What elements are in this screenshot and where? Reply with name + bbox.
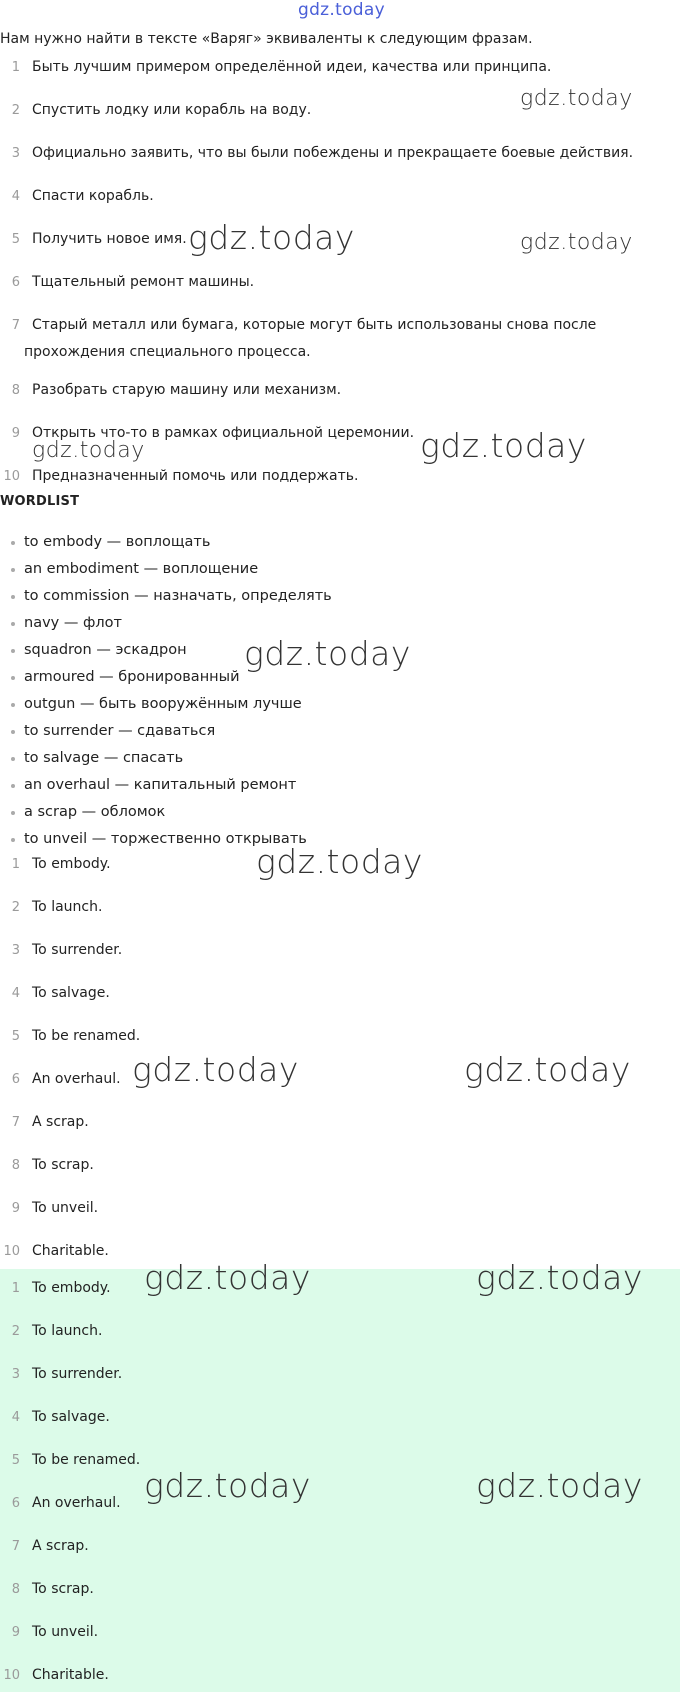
watermark: gdz.today (32, 438, 145, 463)
list-item (0, 312, 680, 377)
wordlist-item: armoured — бронированный (0, 664, 332, 691)
item-number: 10 (3, 469, 20, 484)
watermark: gdz.today (476, 1258, 643, 1297)
answer-text: A scrap. (32, 1114, 89, 1130)
wordlist-item: an overhaul — капитальный ремонт (0, 772, 332, 799)
list-item (0, 420, 680, 463)
item-text: Официально заявить, что вы были побеждены и прекращаете боевые действия. (32, 145, 634, 161)
item-number: 1 (11, 857, 20, 872)
watermark: gdz.today (244, 634, 411, 673)
list-item (0, 183, 680, 226)
watermark: gdz.today (144, 1258, 311, 1297)
item-text: Открыть что-то в рамках официальной церемонии. (32, 425, 415, 441)
item-number: 4 (11, 1410, 20, 1425)
item-number: 4 (11, 189, 20, 204)
item-text-line1: Старый металл или бумага, которые могут быть использованы снова после (32, 317, 597, 333)
item-text: Получить новое имя. (32, 231, 187, 247)
answer-item (0, 1490, 680, 1533)
answer-text: To scrap. (32, 1581, 94, 1597)
item-number: 3 (11, 943, 20, 958)
item-number: 7 (11, 1115, 20, 1130)
list-item (0, 226, 680, 269)
item-number: 9 (11, 426, 20, 441)
item-text: Спустить лодку или корабль на воду. (32, 102, 312, 118)
item-text: Тщательный ремонт машины. (32, 274, 255, 290)
answer-item (0, 1404, 680, 1447)
wordlist-item: squadron — эскадрон (0, 637, 332, 664)
wordlist-item: to surrender — сдаваться (0, 718, 332, 745)
answer-item (0, 937, 680, 980)
item-number: 6 (11, 275, 20, 290)
list-item (0, 269, 680, 312)
item-number: 10 (3, 1244, 20, 1259)
intro-text: Нам нужно найти в тексте «Варяг» эквиваленты к следующим фразам. (0, 31, 533, 47)
item-number: 2 (11, 900, 20, 915)
answer-text: Charitable. (32, 1243, 109, 1259)
answer-item (0, 1318, 680, 1361)
watermark: gdz.today (188, 218, 355, 257)
item-number: 3 (11, 1367, 20, 1382)
item-number: 5 (11, 1453, 20, 1468)
wordlist (0, 529, 332, 853)
item-number: 9 (11, 1201, 20, 1216)
wordlist-item: outgun — быть вооружённым лучше (0, 691, 332, 718)
item-number: 6 (11, 1072, 20, 1087)
item-number: 9 (11, 1625, 20, 1640)
watermark: gdz.today (420, 426, 587, 465)
item-number: 2 (11, 103, 20, 118)
watermark: gdz.today (520, 86, 633, 111)
wordlist-item: an embodiment — воплощение (0, 556, 332, 583)
answer-text: An overhaul. (32, 1071, 121, 1087)
watermark: gdz.today (132, 1050, 299, 1089)
answer-item (0, 1023, 680, 1066)
item-text: Быть лучшим примером определённой идеи, качества или принципа. (32, 59, 552, 75)
list-item (0, 377, 680, 420)
answer-text: To scrap. (32, 1157, 94, 1173)
answer-item (0, 1533, 680, 1576)
item-text: Разобрать старую машину или механизм. (32, 382, 342, 398)
watermark: gdz.today (464, 1050, 631, 1089)
answer-text: To salvage. (32, 1409, 110, 1425)
item-number: 2 (11, 1324, 20, 1339)
answer-text: To unveil. (32, 1624, 99, 1640)
watermark: gdz.today (144, 1466, 311, 1505)
answer-text: To launch. (32, 899, 103, 915)
item-number: 4 (11, 986, 20, 1001)
answer-text: A scrap. (32, 1538, 89, 1554)
list-item (0, 54, 680, 97)
answer-text: An overhaul. (32, 1495, 121, 1511)
wordlist-item: a scrap — обломок (0, 799, 332, 826)
answers-list (0, 851, 680, 1281)
item-text-line2: прохождения специального процесса. (24, 344, 311, 360)
answer-text: To embody. (32, 1280, 111, 1296)
wordlist-item: to embody — воплощать (0, 529, 332, 556)
site-logo[interactable]: gdz.today (298, 0, 385, 20)
answer-item (0, 1447, 680, 1490)
list-item (0, 463, 680, 506)
answer-item (0, 1066, 680, 1109)
item-number: 3 (11, 146, 20, 161)
answer-text: To embody. (32, 856, 111, 872)
wordlist-item: to salvage — спасать (0, 745, 332, 772)
answer-item (0, 894, 680, 937)
answer-item (0, 1275, 680, 1318)
item-number: 8 (11, 383, 20, 398)
item-number: 5 (11, 1029, 20, 1044)
item-number: 8 (11, 1158, 20, 1173)
list-item (0, 97, 680, 140)
answer-text: To surrender. (32, 1366, 123, 1382)
answer-item (0, 1152, 680, 1195)
answer-item (0, 1576, 680, 1619)
answer-text: To be renamed. (32, 1028, 141, 1044)
item-number: 7 (11, 1539, 20, 1554)
highlighted-answers-list (0, 1275, 680, 1705)
item-text (24, 312, 652, 366)
item-number: 8 (11, 1582, 20, 1597)
answer-text: To unveil. (32, 1200, 99, 1216)
item-number: 5 (11, 232, 20, 247)
watermark: gdz.today (520, 230, 633, 255)
item-number: 6 (11, 1496, 20, 1511)
answer-text: To be renamed. (32, 1452, 141, 1468)
answer-text: Charitable. (32, 1667, 109, 1683)
answer-item (0, 1109, 680, 1152)
answer-item (0, 1195, 680, 1238)
wordlist-item: navy — флот (0, 610, 332, 637)
answer-item (0, 980, 680, 1023)
answer-item (0, 851, 680, 894)
watermark: gdz.today (476, 1466, 643, 1505)
item-number: 10 (3, 1668, 20, 1683)
answer-text: To launch. (32, 1323, 103, 1339)
wordlist-item: to commission — назначать, определять (0, 583, 332, 610)
wordlist-heading: WORDLIST (0, 494, 80, 509)
item-number: 1 (11, 1281, 20, 1296)
item-number: 7 (11, 318, 20, 333)
watermark: gdz.today (256, 842, 423, 881)
answer-text: To salvage. (32, 985, 110, 1001)
answer-item (0, 1662, 680, 1705)
answer-item (0, 1619, 680, 1662)
wordlist-item: to unveil — торжественно открывать (0, 826, 332, 853)
item-text: Спасти корабль. (32, 188, 154, 204)
definitions-list (0, 54, 680, 506)
item-number: 1 (11, 60, 20, 75)
answer-item (0, 1361, 680, 1404)
answer-text: To surrender. (32, 942, 123, 958)
list-item (0, 140, 680, 183)
item-text: Предназначенный помочь или поддержать. (32, 468, 359, 484)
